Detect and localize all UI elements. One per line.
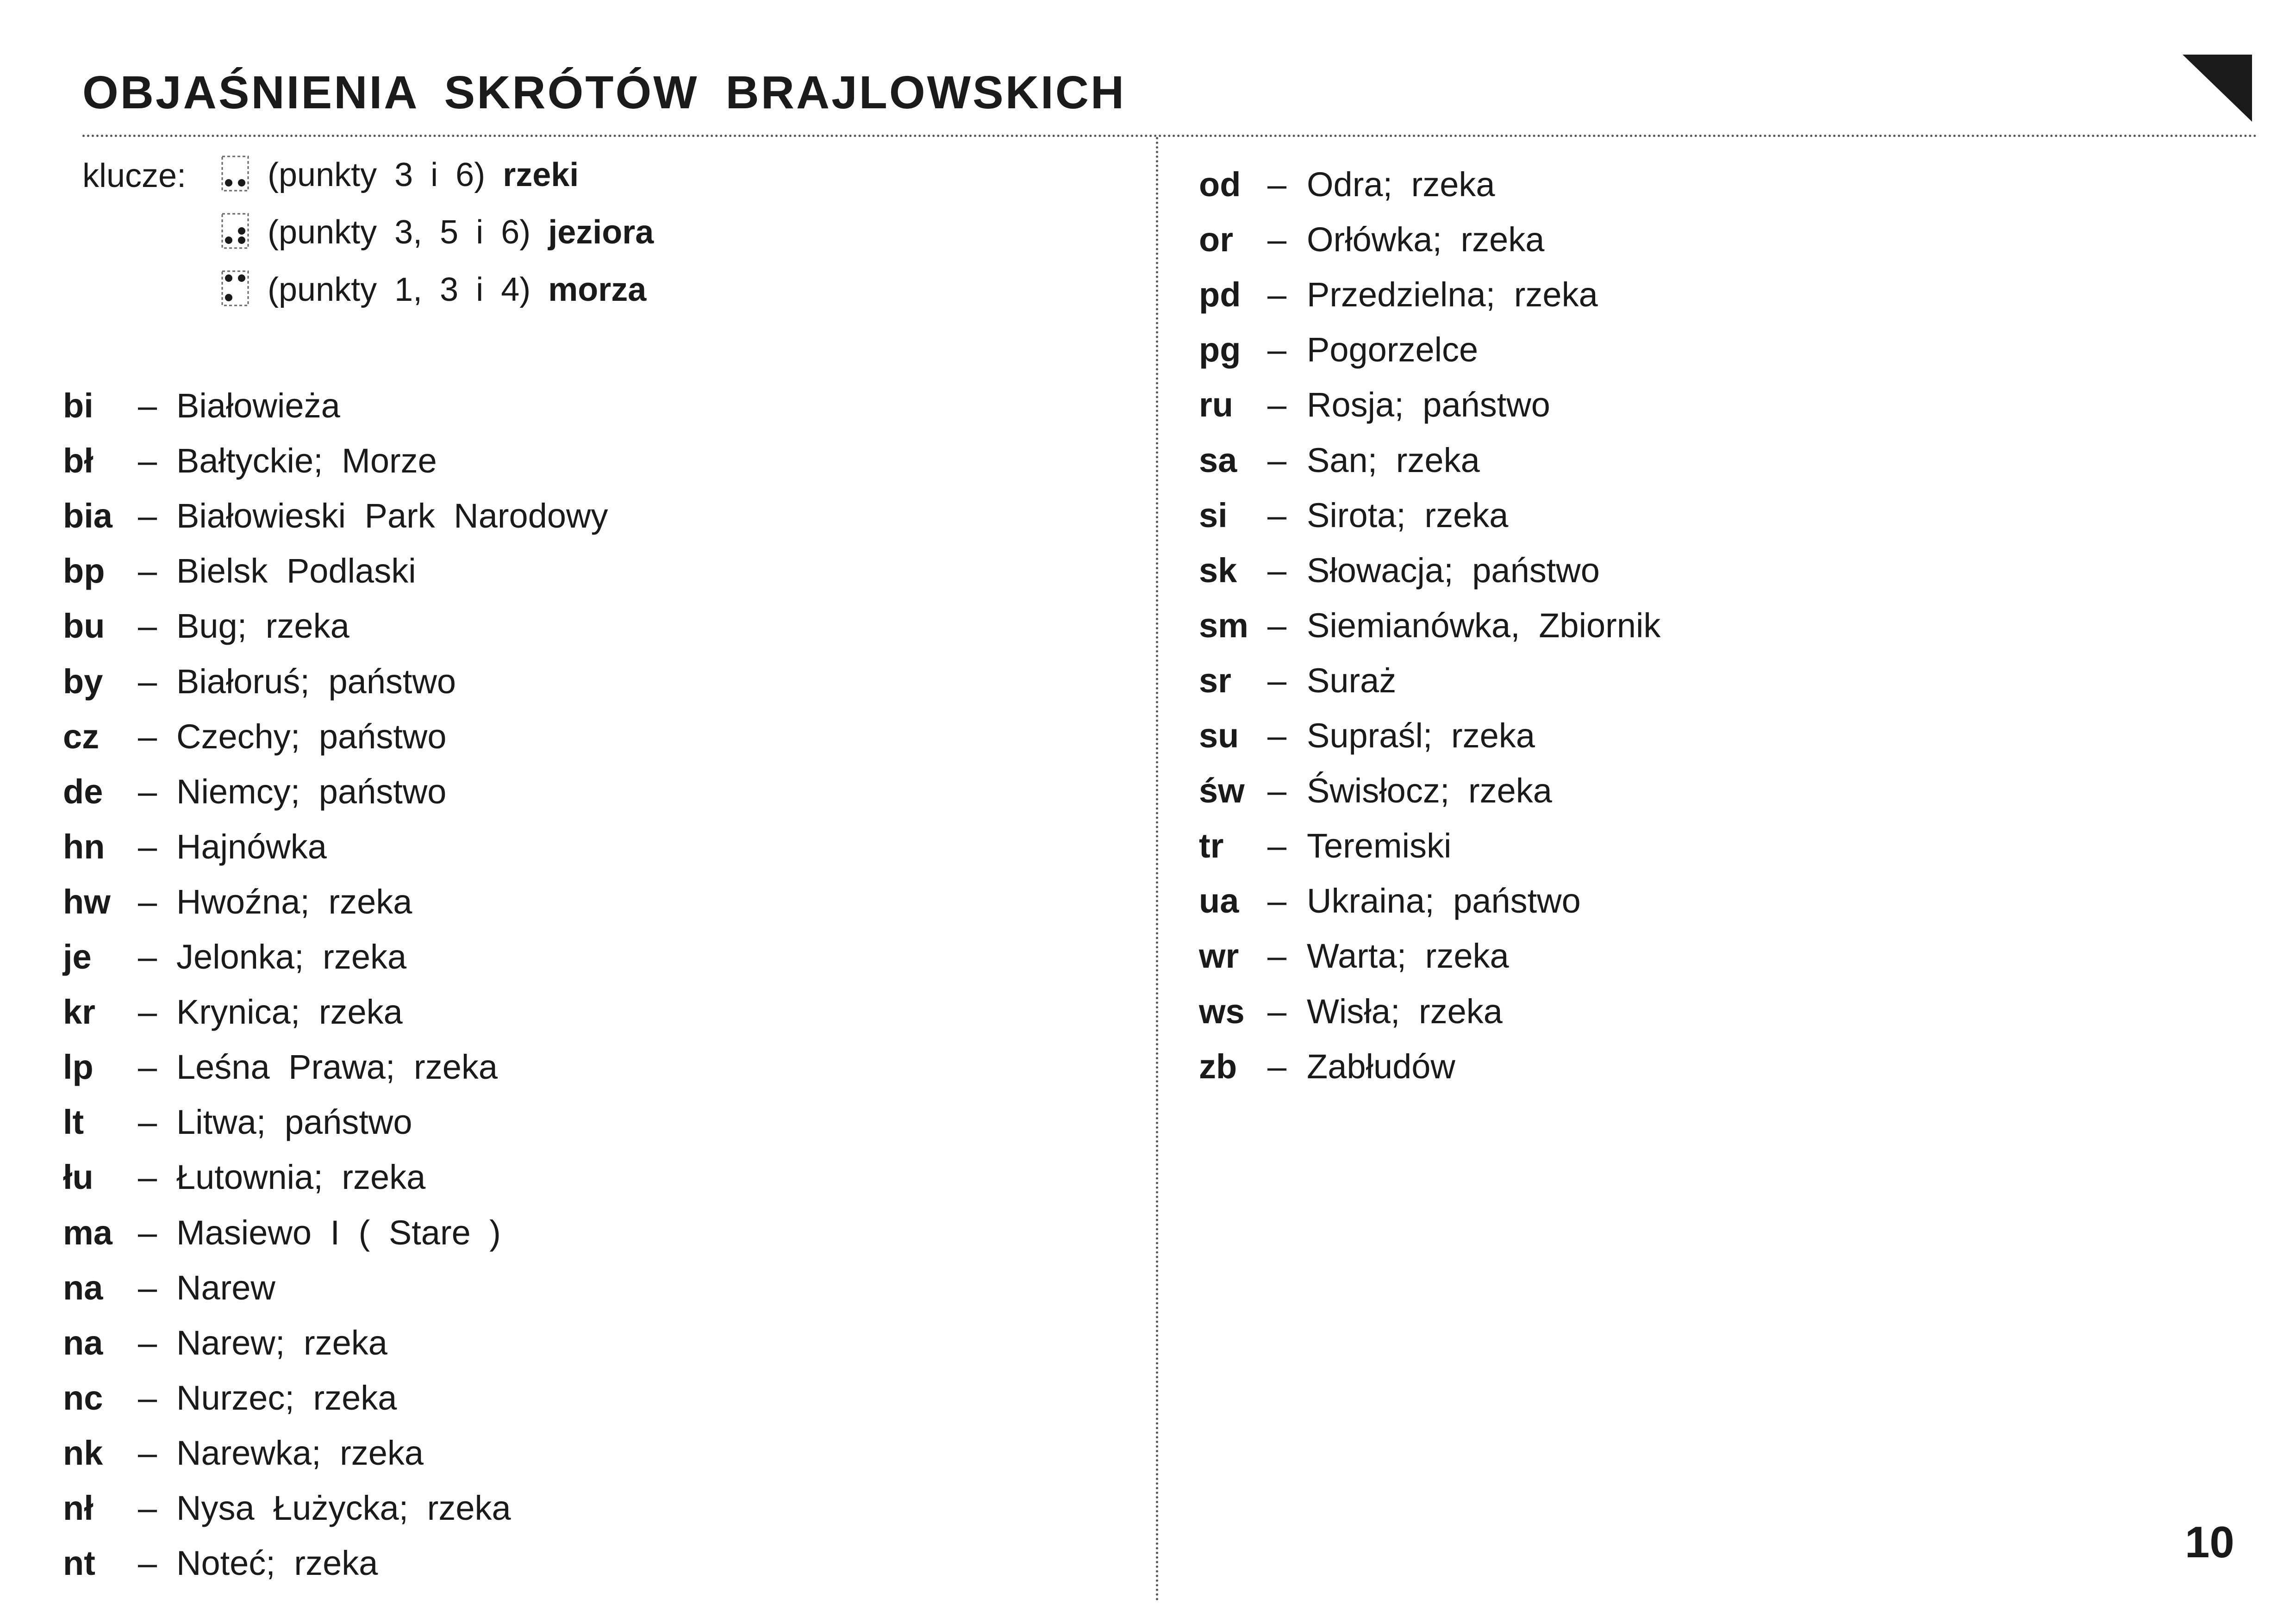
- dash-separator: –: [138, 1323, 157, 1362]
- abbreviation-description: San; rzeka: [1307, 441, 1480, 479]
- dash-separator: –: [138, 497, 157, 535]
- abbreviation-description: Bałtyckie; Morze: [176, 442, 437, 480]
- abbreviation: nk: [63, 1433, 103, 1472]
- abbreviation-description: Leśna Prawa; rzeka: [176, 1048, 498, 1087]
- abbreviation-description: Masiewo I ( Stare ): [176, 1213, 501, 1252]
- page-title: OBJAŚNIENIA SKRÓTÓW BRAJLOWSKICH: [82, 67, 1126, 118]
- abbreviation-description: Rosja; państwo: [1307, 386, 1550, 424]
- dash-separator: –: [1267, 661, 1287, 700]
- abbreviation: de: [63, 772, 103, 811]
- abbreviation-description: Czechy; państwo: [176, 717, 447, 756]
- abbreviation-description: Narewka; rzeka: [176, 1433, 424, 1472]
- key-name: rzeki: [503, 156, 579, 193]
- abbreviation: łu: [63, 1158, 94, 1197]
- abbreviation: na: [63, 1268, 103, 1307]
- dash-separator: –: [138, 1378, 157, 1417]
- abbreviation: hw: [63, 882, 111, 921]
- abbreviation-description: Krynica; rzeka: [176, 993, 403, 1032]
- dash-separator: –: [1267, 992, 1287, 1031]
- abbreviation: nc: [63, 1378, 103, 1417]
- abbreviation-description: Białoruś; państwo: [176, 662, 456, 701]
- header-divider: [82, 135, 2258, 137]
- dash-separator: –: [138, 1213, 157, 1252]
- dash-separator: –: [138, 1433, 157, 1472]
- corner-triangle-icon: [2183, 55, 2252, 122]
- abbreviation: lp: [63, 1048, 94, 1087]
- abbreviation: je: [63, 938, 92, 976]
- dash-separator: –: [1267, 882, 1287, 920]
- abbreviation: ru: [1199, 386, 1233, 424]
- abbreviation-description: Niemcy; państwo: [176, 772, 447, 811]
- dash-separator: –: [138, 607, 157, 646]
- abbreviation: bp: [63, 552, 105, 591]
- dash-separator: –: [1267, 441, 1287, 479]
- braille-cell-icon: [221, 155, 249, 192]
- abbreviation: tr: [1199, 827, 1224, 865]
- abbreviation-description: Teremiski: [1307, 827, 1452, 865]
- braille-cell-icon: [221, 213, 249, 249]
- dash-separator: –: [1267, 551, 1287, 590]
- abbreviation-description: Nysa Łużycka; rzeka: [176, 1489, 511, 1527]
- dash-separator: –: [1267, 220, 1287, 259]
- abbreviation-description: Narew: [176, 1268, 275, 1307]
- abbreviation: ma: [63, 1213, 112, 1252]
- abbreviation-description: Siemianówka, Zbiornik: [1307, 606, 1661, 645]
- abbreviation: cz: [63, 717, 100, 756]
- abbreviation-description: Białowieski Park Narodowy: [176, 497, 608, 535]
- dash-separator: –: [1267, 1047, 1287, 1086]
- dash-separator: –: [138, 662, 157, 701]
- abbreviation: bia: [63, 497, 112, 535]
- dash-separator: –: [1267, 386, 1287, 424]
- dash-separator: –: [1267, 496, 1287, 535]
- abbreviation: ws: [1199, 992, 1245, 1031]
- abbreviation-description: Wisła; rzeka: [1307, 992, 1503, 1031]
- dash-separator: –: [1267, 771, 1287, 810]
- dash-separator: –: [138, 772, 157, 811]
- key-description: [268, 216, 654, 249]
- dash-separator: –: [138, 1103, 157, 1142]
- abbreviation-description: Litwa; państwo: [176, 1103, 412, 1142]
- abbreviation-description: Bielsk Podlaski: [176, 552, 416, 591]
- dash-separator: –: [138, 993, 157, 1032]
- dash-separator: –: [1267, 606, 1287, 645]
- dash-separator: –: [138, 386, 157, 425]
- dash-separator: –: [1267, 275, 1287, 314]
- braille-cell-icon: [221, 270, 249, 306]
- abbreviation: zb: [1199, 1047, 1237, 1086]
- key-name: jeziora: [548, 214, 654, 251]
- abbreviation-description: Ukraina; państwo: [1307, 882, 1581, 920]
- abbreviation: sa: [1199, 441, 1237, 479]
- dash-separator: –: [138, 827, 157, 866]
- abbreviation: lt: [63, 1103, 84, 1142]
- abbreviation: bł: [63, 442, 94, 480]
- key-name: morza: [548, 271, 647, 308]
- abbreviation-description: Odra; rzeka: [1307, 165, 1495, 204]
- abbreviation-description: Przedzielna; rzeka: [1307, 275, 1598, 314]
- abbreviation-description: Jelonka; rzeka: [176, 938, 407, 976]
- dash-separator: –: [138, 1158, 157, 1197]
- dash-separator: –: [138, 442, 157, 480]
- keys-label: klucze:: [82, 157, 187, 194]
- dash-separator: –: [138, 938, 157, 976]
- abbreviation: kr: [63, 993, 95, 1032]
- abbreviation: sm: [1199, 606, 1248, 645]
- abbreviation: by: [63, 662, 103, 701]
- abbreviation-description: Hajnówka: [176, 827, 327, 866]
- abbreviation: nł: [63, 1489, 94, 1527]
- abbreviation: pg: [1199, 330, 1241, 369]
- dash-separator: –: [138, 882, 157, 921]
- dash-separator: –: [138, 1544, 157, 1583]
- abbreviation-description: Suraż: [1307, 661, 1397, 700]
- abbreviation: św: [1199, 771, 1245, 810]
- dash-separator: –: [1267, 330, 1287, 369]
- dash-separator: –: [1267, 716, 1287, 755]
- abbreviation-description: Narew; rzeka: [176, 1323, 387, 1362]
- abbreviation: or: [1199, 220, 1233, 259]
- abbreviation: sk: [1199, 551, 1237, 590]
- abbreviation-description: Bug; rzeka: [176, 607, 349, 646]
- abbreviation: hn: [63, 827, 105, 866]
- abbreviation-description: Orłówka; rzeka: [1307, 220, 1545, 259]
- abbreviation: od: [1199, 165, 1241, 204]
- dash-separator: –: [138, 552, 157, 591]
- dash-separator: –: [1267, 165, 1287, 204]
- column-divider: [1156, 137, 1158, 1602]
- dash-separator: –: [1267, 827, 1287, 865]
- abbreviation-description: Białowieża: [176, 386, 340, 425]
- dash-separator: –: [138, 717, 157, 756]
- abbreviation: si: [1199, 496, 1228, 535]
- key-points: (punkty 3, 5 i 6): [268, 214, 531, 251]
- abbreviation: sr: [1199, 661, 1231, 700]
- key-points: (punkty 3 i 6): [268, 156, 486, 193]
- abbreviation: bu: [63, 607, 105, 646]
- abbreviation: ua: [1199, 882, 1239, 920]
- abbreviation-description: Świsłocz; rzeka: [1307, 771, 1552, 810]
- abbreviation-description: Hwoźna; rzeka: [176, 882, 412, 921]
- abbreviation-description: Słowacja; państwo: [1307, 551, 1600, 590]
- abbreviation-description: Noteć; rzeka: [176, 1544, 378, 1583]
- abbreviation: bi: [63, 386, 94, 425]
- abbreviation-description: Łutownia; rzeka: [176, 1158, 426, 1197]
- abbreviation-description: Nurzec; rzeka: [176, 1378, 397, 1417]
- dash-separator: –: [1267, 937, 1287, 976]
- abbreviation: pd: [1199, 275, 1241, 314]
- dash-separator: –: [138, 1048, 157, 1087]
- abbreviation-description: Pogorzelce: [1307, 330, 1479, 369]
- abbreviation-description: Warta; rzeka: [1307, 937, 1509, 976]
- key-description: [268, 273, 646, 306]
- dash-separator: –: [138, 1268, 157, 1307]
- abbreviation: na: [63, 1323, 103, 1362]
- abbreviation: nt: [63, 1544, 95, 1583]
- abbreviation: su: [1199, 716, 1239, 755]
- abbreviation: wr: [1199, 937, 1239, 976]
- key-description: [268, 158, 579, 192]
- page-number: 10: [2185, 1517, 2234, 1567]
- dash-separator: –: [138, 1489, 157, 1527]
- abbreviation-description: Sirota; rzeka: [1307, 496, 1509, 535]
- abbreviation-description: Zabłudów: [1307, 1047, 1455, 1086]
- key-points: (punkty 1, 3 i 4): [268, 271, 531, 308]
- abbreviation-description: Supraśl; rzeka: [1307, 716, 1535, 755]
